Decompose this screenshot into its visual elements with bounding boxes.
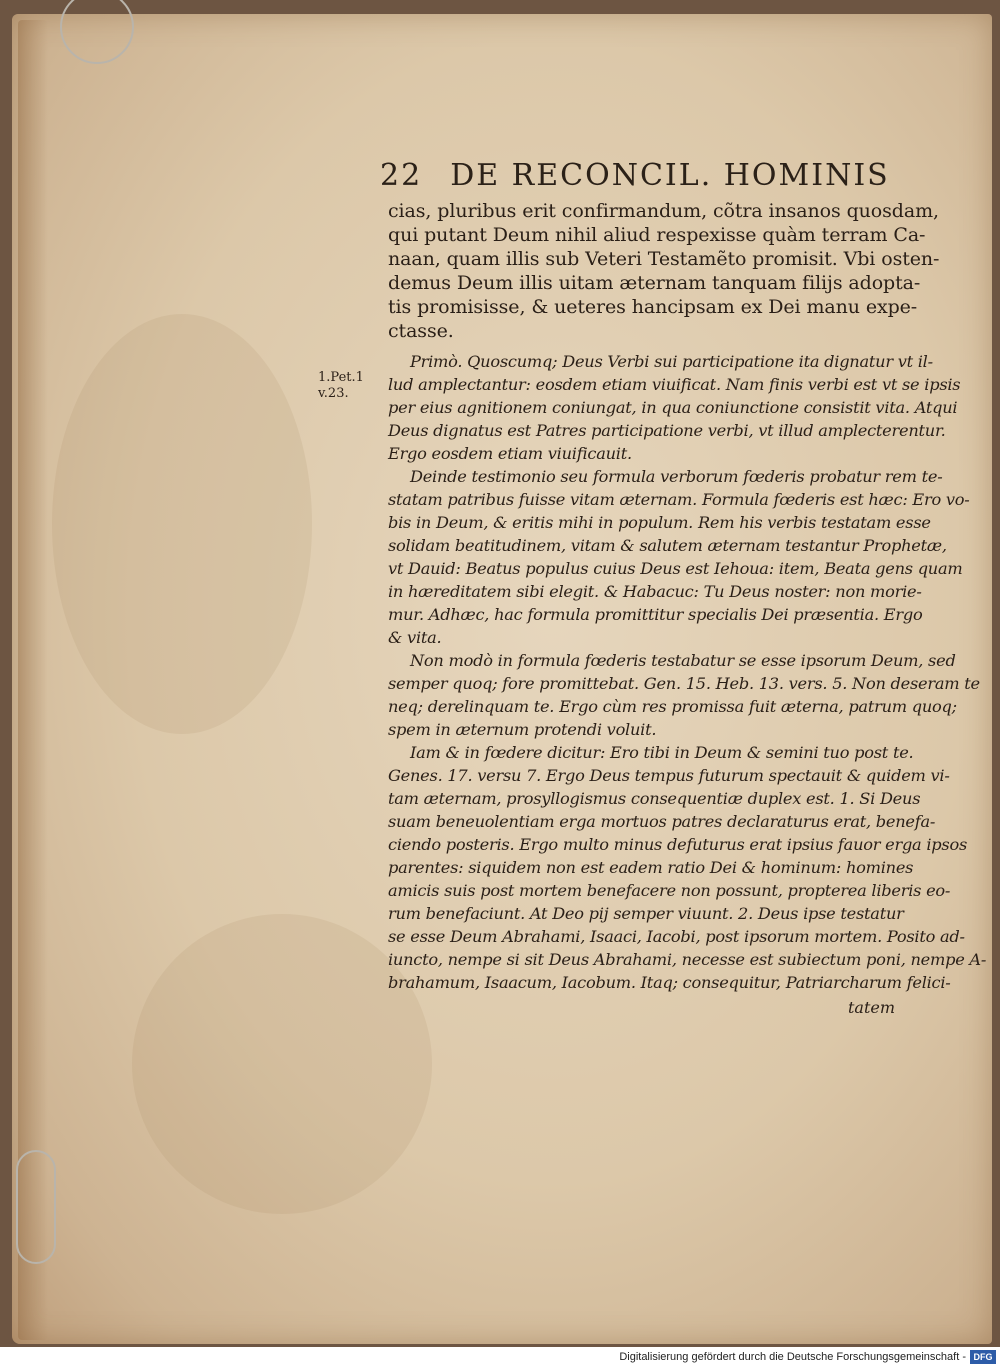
- paper-stain: [132, 914, 432, 1214]
- italic-line: ciendo posteris. Ergo multo minus defuturus erat ipsius fauor erga ipsos: [388, 835, 968, 854]
- funding-credit: Digitalisierung gefördert durch die Deutsche Forschungsgemeinschaft -: [619, 1351, 966, 1363]
- italic-line: Deus dignatus est Patres participatione verbi, vt illud amplecterentur.: [388, 421, 946, 440]
- paper-stain: [52, 314, 312, 734]
- italic-line: tam æternam, prosyllogismus consequentiæ duplex est. 1. Si Deus: [388, 789, 921, 808]
- roman-line: qui putant Deum nihil aliud respexisse quàm terram Ca-: [388, 224, 926, 246]
- running-header: [380, 158, 890, 193]
- italic-line: bis in Deum, & eritis mihi in populum. Rem his verbis testatam esse: [388, 513, 931, 532]
- italic-line: iuncto, nempe si sit Deus Abrahami, necesse est subiectum poni, nempe A-: [388, 950, 987, 969]
- italic-line: statam patribus fuisse vitam æternam. Formula fœderis est hæc: Ero vo-: [388, 490, 970, 509]
- italic-line: parentes: siquidem non est eadem ratio Dei & hominum: homines: [388, 858, 914, 877]
- italic-line: lud amplectantur: eosdem etiam viuificat. Nam finis verbi est vt se ipsis: [388, 375, 961, 394]
- italic-line: spem in æternum protendi voluit.: [388, 720, 657, 739]
- italic-line: per eius agnitionem coniungat, in qua coniunctione consistit vita. Atqui: [388, 398, 958, 417]
- italic-line: Primò. Quoscumq; Deus Verbi sui participatione ita dignatur vt il-: [410, 352, 933, 371]
- roman-line: ctasse.: [388, 320, 454, 342]
- italic-line: rum benefaciunt. At Deo pij semper viuunt. 2. Deus ipse testatur: [388, 904, 904, 923]
- footer-bar: [0, 1347, 1000, 1369]
- italic-line: in hæreditatem sibi elegit. & Habacuc: Tu Deus noster: non morie-: [388, 582, 922, 601]
- italic-line: Deinde testimonio seu formula verborum fœderis probatur rem te-: [410, 467, 943, 486]
- dfg-logo: DFG: [970, 1350, 996, 1364]
- italic-line: se esse Deum Abrahami, Isaaci, Iacobi, post ipsorum mortem. Posito ad-: [388, 927, 965, 946]
- roman-line: tis promisisse, & ueteres hancipsam ex Dei manu expe-: [388, 296, 918, 318]
- italic-line: Genes. 17. versu 7. Ergo Deus tempus futurum spectauit & quidem vi-: [388, 766, 950, 785]
- italic-line: amicis suis post mortem benefacere non possunt, propterea liberis eo-: [388, 881, 951, 900]
- italic-line: neq; derelinquam te. Ergo cùm res promissa fuit æterna, patrum quoq;: [388, 697, 957, 716]
- margin-reference: 1.Pet.1: [318, 370, 364, 385]
- italic-line: solidam beatitudinem, vitam & salutem æternam testantur Prophetæ,: [388, 536, 947, 555]
- italic-line: suam beneuolentiam erga mortuos patres declaraturus erat, benefa-: [388, 812, 936, 831]
- roman-line: naan, quam illis sub Veteri Testamẽto promisit. Vbi osten-: [388, 248, 940, 270]
- roman-line: cias, pluribus erit confirmandum, cõtra insanos quosdam,: [388, 200, 939, 222]
- page-number: 22: [380, 158, 423, 193]
- catchword: tatem: [848, 998, 896, 1017]
- italic-line: brahamum, Isaacum, Iacobum. Itaq; consequitur, Patriarcharum felici-: [388, 973, 951, 992]
- paper-clip-bottom: [16, 1150, 56, 1264]
- margin-reference: v.23.: [318, 386, 349, 401]
- roman-line: demus Deum illis uitam æternam tanquam filijs adopta-: [388, 272, 921, 294]
- italic-line: mur. Adhæc, hac formula promittitur specialis Dei præsentia. Ergo: [388, 605, 923, 624]
- italic-line: vt Dauid: Beatus populus cuius Deus est Iehoua: item, Beata gens quam: [388, 559, 963, 578]
- italic-line: Ergo eosdem etiam viuificauit.: [388, 444, 632, 463]
- italic-line: semper quoq; fore promittebat. Gen. 15. Heb. 13. vers. 5. Non deseram te: [388, 674, 980, 693]
- italic-line: & vita.: [388, 628, 442, 647]
- italic-line: Iam & in fœdere dicitur: Ero tibi in Deum & semini tuo post te.: [410, 743, 914, 762]
- page-edge-shadow: [18, 20, 48, 1340]
- running-title: DE RECONCIL. HOMINIS: [450, 158, 890, 193]
- italic-line: Non modò in formula fœderis testabatur se esse ipsorum Deum, sed: [410, 651, 956, 670]
